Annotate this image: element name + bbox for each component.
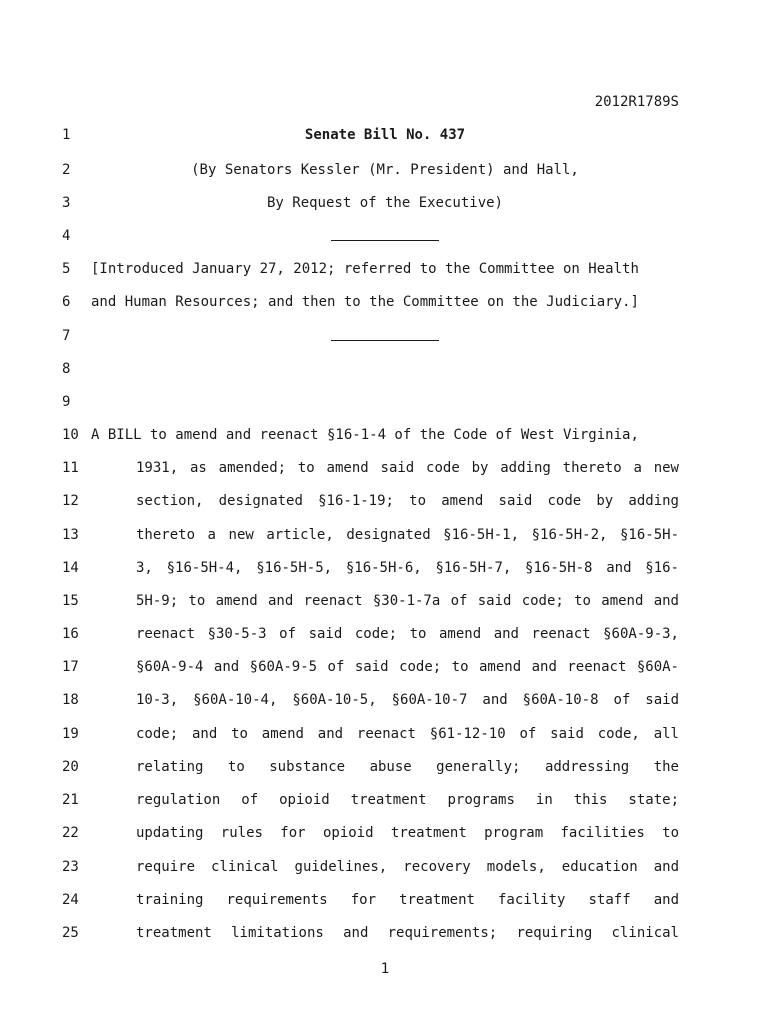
divider	[331, 326, 439, 341]
line-number: 8	[62, 361, 71, 377]
line-7	[0, 326, 770, 346]
line-number: 7	[62, 328, 71, 344]
line-number: 18	[62, 692, 79, 708]
line-number: 9	[62, 394, 71, 410]
line-number: 21	[62, 792, 79, 808]
bill-text: updating rules for opioid treatment program facilities to	[136, 825, 679, 841]
line-number: 15	[62, 593, 79, 609]
line-23	[0, 857, 770, 877]
introduction-note: and Human Resources; and then to the Committee on the Judiciary.]	[91, 294, 639, 310]
bill-text: 10-3, §60A-10-4, §60A-10-5, §60A-10-7 and §60A-10-8 of said	[136, 692, 679, 708]
line-18	[0, 690, 770, 710]
line-number: 5	[62, 261, 71, 277]
line-number: 2	[62, 162, 71, 178]
page-number: 1	[380, 961, 390, 977]
sponsors: (By Senators Kessler (Mr. President) and Hall,	[191, 162, 579, 178]
line-16	[0, 624, 770, 644]
line-6	[0, 292, 770, 312]
line-number: 24	[62, 892, 79, 908]
line-8	[0, 359, 770, 379]
line-number: 25	[62, 925, 79, 941]
line-12	[0, 491, 770, 511]
bill-text: section, designated §16-1-19; to amend said code by adding	[136, 493, 679, 509]
line-number: 10	[62, 427, 79, 443]
line-number: 19	[62, 726, 79, 742]
line-number: 1	[62, 127, 71, 143]
line-21	[0, 790, 770, 810]
bill-text: training requirements for treatment facility staff and	[136, 892, 679, 908]
line-24	[0, 890, 770, 910]
bill-text: treatment limitations and requirements; requiring clinical	[136, 925, 679, 941]
line-25	[0, 923, 770, 943]
line-13	[0, 525, 770, 545]
bill-text: reenact §30-5-3 of said code; to amend and reenact §60A-9-3,	[136, 626, 679, 642]
line-19	[0, 724, 770, 744]
line-20	[0, 757, 770, 777]
line-22	[0, 823, 770, 843]
line-number: 13	[62, 527, 79, 543]
line-number: 20	[62, 759, 79, 775]
bill-text: thereto a new article, designated §16-5H-1, §16-5H-2, §16-5H-	[136, 527, 679, 543]
line-number: 3	[62, 195, 71, 211]
bill-text: 3, §16-5H-4, §16-5H-5, §16-5H-6, §16-5H-7, §16-5H-8 and §16-	[136, 560, 679, 576]
line-number: 12	[62, 493, 79, 509]
bill-text: code; and to amend and reenact §61-12-10 of said code, all	[136, 726, 679, 742]
line-number: 17	[62, 659, 79, 675]
line-9	[0, 392, 770, 412]
line-2	[0, 160, 770, 180]
introduction-note: [Introduced January 27, 2012; referred to the Committee on Health	[91, 261, 639, 277]
line-15	[0, 591, 770, 611]
line-14	[0, 558, 770, 578]
line-17	[0, 657, 770, 677]
line-number: 16	[62, 626, 79, 642]
bill-text: A BILL to amend and reenact §16-1-4 of the Code of West Virginia,	[91, 427, 639, 443]
line-number: 22	[62, 825, 79, 841]
bill-text: 1931, as amended; to amend said code by adding thereto a new	[136, 460, 679, 476]
divider	[331, 226, 439, 241]
line-4	[0, 226, 770, 246]
line-number: 4	[62, 228, 71, 244]
bill-text: relating to substance abuse generally; addressing the	[136, 759, 679, 775]
bill-text: regulation of opioid treatment programs in this state;	[136, 792, 679, 808]
line-3	[0, 193, 770, 213]
line-number: 6	[62, 294, 71, 310]
line-number: 14	[62, 560, 79, 576]
bill-text: require clinical guidelines, recovery models, education and	[136, 859, 679, 875]
line-5	[0, 259, 770, 279]
line-10	[0, 425, 770, 445]
bill-text: §60A-9-4 and §60A-9-5 of said code; to amend and reenact §60A-	[136, 659, 679, 675]
line-number: 11	[62, 460, 79, 476]
line-11	[0, 458, 770, 478]
bill-text: 5H-9; to amend and reenact §30-1-7a of said code; to amend and	[136, 593, 679, 609]
line-number: 23	[62, 859, 79, 875]
line-1	[0, 125, 770, 145]
bill-title: Senate Bill No. 437	[304, 127, 466, 143]
bill-id: 2012R1789S	[594, 94, 679, 110]
request-note: By Request of the Executive)	[266, 195, 503, 211]
